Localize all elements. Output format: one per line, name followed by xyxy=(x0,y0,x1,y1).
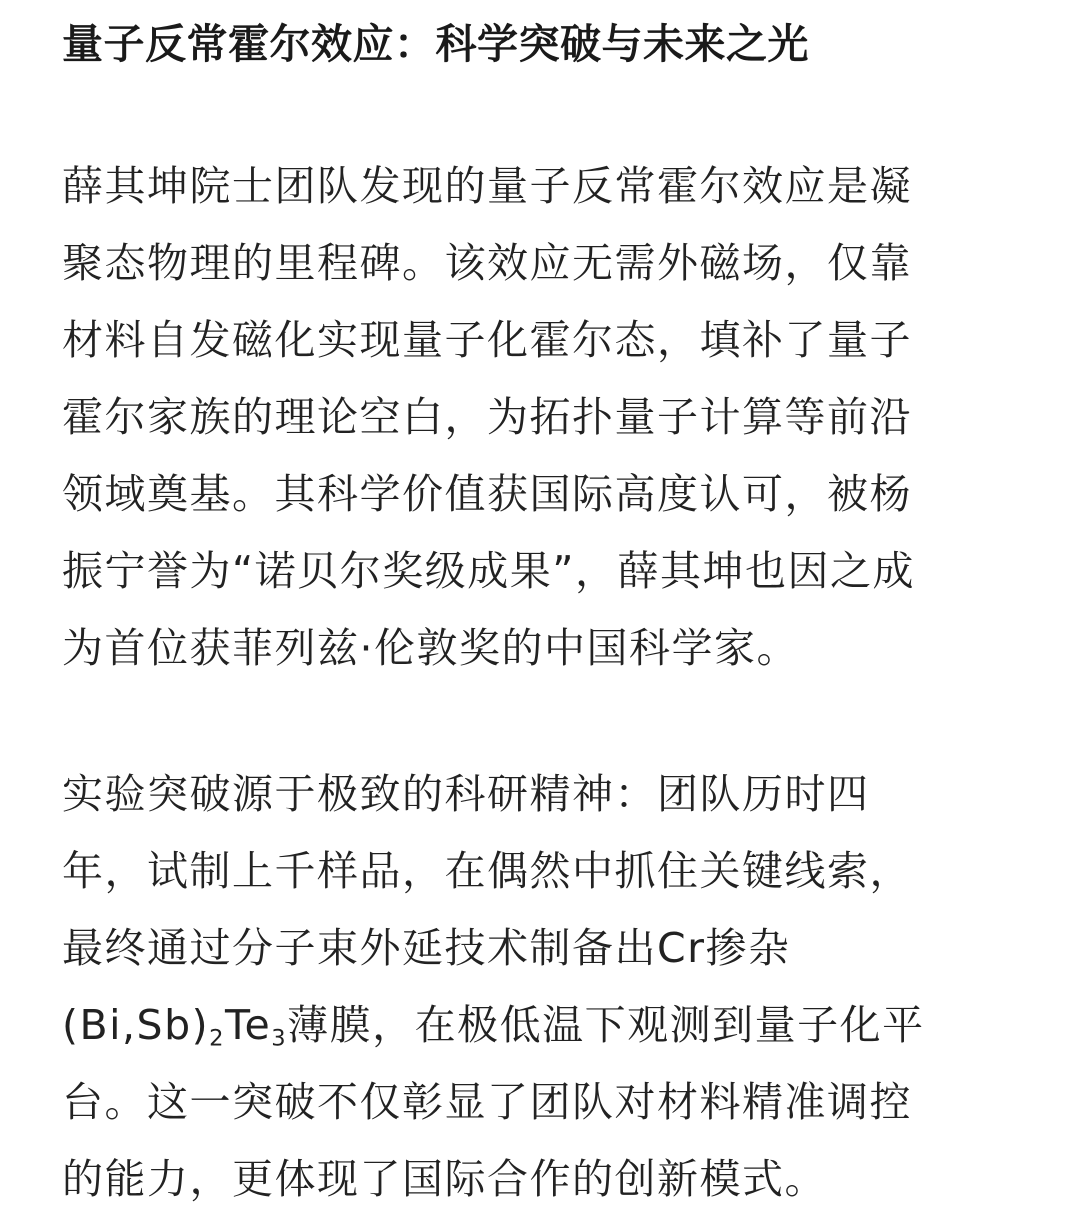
formula-text: (Bi,Sb) xyxy=(62,1001,210,1049)
formula-subscript: 3 xyxy=(271,1025,288,1052)
paragraph-line: 振宁誉为“诺贝尔奖级成果”，薛其坤也因之成 xyxy=(62,547,915,595)
paragraph-line: 薛其坤院士团队发现的量子反常霍尔效应是凝 xyxy=(62,162,912,210)
formula-line-rest: 薄膜，在极低温下观测到量子化平 xyxy=(287,1001,925,1049)
paragraph-line: 聚态物理的里程碑。该效应无需外磁场，仅靠 xyxy=(62,239,912,287)
paragraph-line: 材料自发磁化实现量子化霍尔态，填补了量子 xyxy=(62,316,912,364)
paragraph-line: 霍尔家族的理论空白，为拓扑量子计算等前沿 xyxy=(62,393,912,441)
formula-text: Te xyxy=(224,1001,272,1049)
paragraph-line: 年，试制上千样品，在偶然中抓住关键线索， xyxy=(62,847,912,895)
article-paragraph-2 xyxy=(62,756,1002,1218)
article xyxy=(62,0,1002,1218)
article-paragraph-1 xyxy=(62,148,1002,687)
formula-subscript: 2 xyxy=(209,1025,225,1052)
paragraph-line: 台。这一突破不仅彰显了团队对材料精准调控 xyxy=(62,1078,912,1126)
paragraph-line: 的能力，更体现了国际合作的创新模式。 xyxy=(62,1155,827,1203)
article-title: 量子反常霍尔效应：科学突破与未来之光 xyxy=(62,20,809,68)
paragraph-line: 实验突破源于极致的科研精神：团队历时四 xyxy=(62,770,870,818)
paragraph-line: 领域奠基。其科学价值获国际高度认可，被杨 xyxy=(62,470,912,518)
paragraph-line: 为首位获菲列兹·伦敦奖的中国科学家。 xyxy=(62,624,800,672)
paragraph-line-formula xyxy=(62,987,1002,1064)
paragraph-line: 最终通过分子束外延技术制备出Cr掺杂 xyxy=(62,924,791,972)
